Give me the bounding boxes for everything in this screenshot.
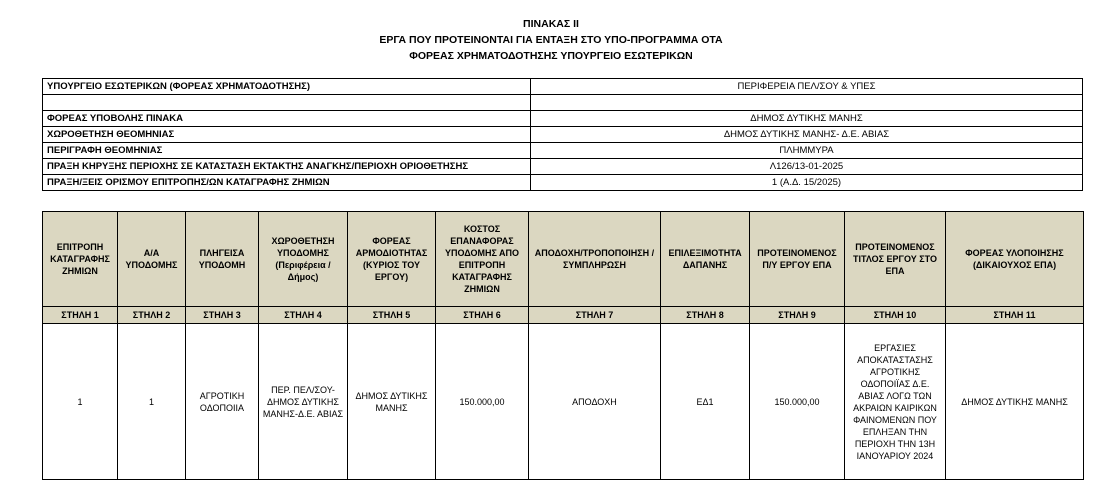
column-header: ΠΛΗΓΕΙΣΑ ΥΠΟΔΟΜΗ xyxy=(186,212,259,307)
info-row xyxy=(43,95,1083,111)
column-header: ΧΩΡΟΘΕΤΗΣΗ ΥΠΟΔΟΜΗΣ (Περιφέρεια / Δήμος) xyxy=(259,212,348,307)
column-header: ΕΠΙΛΕΞΙΜΟΤΗΤΑ ΔΑΠΑΝΗΣ xyxy=(661,212,750,307)
column-header: ΚΟΣΤΟΣ ΕΠΑΝΑΦΟΡΑΣ ΥΠΟΔΟΜΗΣ ΑΠΟ ΕΠΙΤΡΟΠΗ ΚΑΤΑΓΡΑΦΗΣ ΖΗΜΙΩΝ xyxy=(436,212,529,307)
info-label: ΥΠΟΥΡΓΕΙΟ ΕΣΩΤΕΡΙΚΩΝ (ΦΟΡΕΑΣ ΧΡΗΜΑΤΟΔΟΤΗΣΗΣ) xyxy=(43,79,531,95)
table-row xyxy=(43,324,1084,480)
document-title-block xyxy=(0,16,1102,64)
column-number: ΣΤΗΛΗ 7 xyxy=(529,307,661,324)
info-label: ΠΡΑΞΗ/ΞΕΙΣ ΟΡΙΣΜΟΥ ΕΠΙΤΡΟΠΗΣ/ΩΝ ΚΑΤΑΓΡΑΦΗΣ ΖΗΜΙΩΝ xyxy=(43,175,531,191)
info-value: ΠΛΗΜΜΥΡΑ xyxy=(531,143,1083,159)
column-number: ΣΤΗΛΗ 9 xyxy=(750,307,845,324)
table-cell: 150.000,00 xyxy=(750,324,845,480)
column-number: ΣΤΗΛΗ 4 xyxy=(259,307,348,324)
column-number: ΣΤΗΛΗ 3 xyxy=(186,307,259,324)
info-value: ΠΕΡΙΦΕΡΕΙΑ ΠΕΛ/ΣΟΥ & ΥΠΕΣ xyxy=(531,79,1083,95)
column-number: ΣΤΗΛΗ 8 xyxy=(661,307,750,324)
column-number: ΣΤΗΛΗ 10 xyxy=(845,307,946,324)
info-value: Λ126/13-01-2025 xyxy=(531,159,1083,175)
table-cell: ΑΓΡΟΤΙΚΗ ΟΔΟΠΟΙΙΑ xyxy=(186,324,259,480)
info-label: ΠΡΑΞΗ ΚΗΡΥΞΗΣ ΠΕΡΙΟΧΗΣ ΣΕ ΚΑΤΑΣΤΑΣΗ ΕΚΤΑΚΤΗΣ ΑΝΑΓΚΗΣ/ΠΕΡΙΟΧΗ ΟΡΙΟΘΕΤΗΣΗΣ xyxy=(43,159,531,175)
column-number: ΣΤΗΛΗ 1 xyxy=(43,307,118,324)
column-number: ΣΤΗΛΗ 5 xyxy=(348,307,436,324)
column-number-row xyxy=(43,307,1084,324)
info-value: 1 (Α.Δ. 15/2025) xyxy=(531,175,1083,191)
table-cell: ΠΕΡ. ΠΕΛ/ΣΟΥ- ΔΗΜΟΣ ΔΥΤΙΚΗΣ ΜΑΝΗΣ-Δ.Ε. ΑΒΙΑΣ xyxy=(259,324,348,480)
info-row xyxy=(43,79,1083,95)
table-number-title: ΠΙΝΑΚΑΣ ΙΙ xyxy=(523,18,579,30)
info-row xyxy=(43,111,1083,127)
table-cell: ΑΠΟΔΟΧΗ xyxy=(529,324,661,480)
projects-table xyxy=(42,211,1084,480)
info-row xyxy=(43,159,1083,175)
table-cell: 1 xyxy=(43,324,118,480)
info-row xyxy=(43,127,1083,143)
column-header: ΑΠΟΔΟΧΗ/ΤΡΟΠΟΠΟΙΗΣΗ / ΣΥΜΠΛΗΡΩΣΗ xyxy=(529,212,661,307)
column-header: ΕΠΙΤΡΟΠΗ ΚΑΤΑΓΡΑΦΗΣ ΖΗΜΙΩΝ xyxy=(43,212,118,307)
table-cell: ΔΗΜΟΣ ΔΥΤΙΚΗΣ ΜΑΝΗΣ xyxy=(946,324,1084,480)
info-label: ΧΩΡΟΘΕΤΗΣΗ ΘΕΟΜΗΝΙΑΣ xyxy=(43,127,531,143)
column-number: ΣΤΗΛΗ 11 xyxy=(946,307,1084,324)
column-number: ΣΤΗΛΗ 2 xyxy=(118,307,186,324)
info-label: ΠΕΡΙΓΡΑΦΗ ΘΕΟΜΗΝΙΑΣ xyxy=(43,143,531,159)
info-row xyxy=(43,175,1083,191)
info-value: ΔΗΜΟΣ ΔΥΤΙΚΗΣ ΜΑΝΗΣ- Δ.Ε. ΑΒΙΑΣ xyxy=(531,127,1083,143)
table-cell: ΔΗΜΟΣ ΔΥΤΙΚΗΣ ΜΑΝΗΣ xyxy=(348,324,436,480)
info-table xyxy=(42,78,1083,191)
column-header: Α/Α ΥΠΟΔΟΜΗΣ xyxy=(118,212,186,307)
info-label xyxy=(43,95,531,111)
document-title: ΕΡΓΑ ΠΟΥ ΠΡΟΤΕΙΝΟΝΤΑΙ ΓΙΑ ΕΝΤΑΞΗ ΣΤΟ ΥΠΟ-ΠΡΟΓΡΑΜΜΑ ΟΤΑ xyxy=(379,34,723,46)
column-header: ΠΡΟΤΕΙΝΟΜΕΝΟΣ ΤΙΤΛΟΣ ΕΡΓΟΥ ΣΤΟ ΕΠΑ xyxy=(845,212,946,307)
column-number: ΣΤΗΛΗ 6 xyxy=(436,307,529,324)
info-value xyxy=(531,95,1083,111)
info-value: ΔΗΜΟΣ ΔΥΤΙΚΗΣ ΜΑΝΗΣ xyxy=(531,111,1083,127)
document-subtitle: ΦΟΡΕΑΣ ΧΡΗΜΑΤΟΔΟΤΗΣΗΣ ΥΠΟΥΡΓΕΙΟ ΕΣΩΤΕΡΙΚΩΝ xyxy=(409,50,693,62)
table-cell: 150.000,00 xyxy=(436,324,529,480)
info-label: ΦΟΡΕΑΣ ΥΠΟΒΟΛΗΣ ΠΙΝΑΚΑ xyxy=(43,111,531,127)
header-row xyxy=(43,212,1084,307)
column-header: ΠΡΟΤΕΙΝΟΜΕΝΟΣ Π/Υ ΕΡΓΟΥ ΕΠΑ xyxy=(750,212,845,307)
table-cell: ΕΡΓΑΣΙΕΣ ΑΠΟΚΑΤΑΣΤΑΣΗΣ ΑΓΡΟΤΙΚΗΣ ΟΔΟΠΟΙΪΑΣ Δ.Ε. ΑΒΙΑΣ ΛΟΓΩ ΤΩΝ ΑΚΡΑΙΩΝ ΚΑΙΡΙΚΩΝ ΦΑΙΝΟΜΕΝΩΝ ΠΟΥ ΕΠΛΗΞΑΝ ΤΗΝ ΠΕΡΙΟΧΗ ΤΗΝ 13Η ΙΑΝΟΥΑΡΙΟΥ 2024 xyxy=(845,324,946,480)
column-header: ΦΟΡΕΑΣ ΑΡΜΟΔΙΟΤΗΤΑΣ (ΚΥΡΙΟΣ ΤΟΥ ΕΡΓΟΥ) xyxy=(348,212,436,307)
table-cell: ΕΔ1 xyxy=(661,324,750,480)
info-row xyxy=(43,143,1083,159)
column-header: ΦΟΡΕΑΣ ΥΛΟΠΟΙΗΣΗΣ (ΔΙΚΑΙΟΥΧΟΣ ΕΠΑ) xyxy=(946,212,1084,307)
table-cell: 1 xyxy=(118,324,186,480)
